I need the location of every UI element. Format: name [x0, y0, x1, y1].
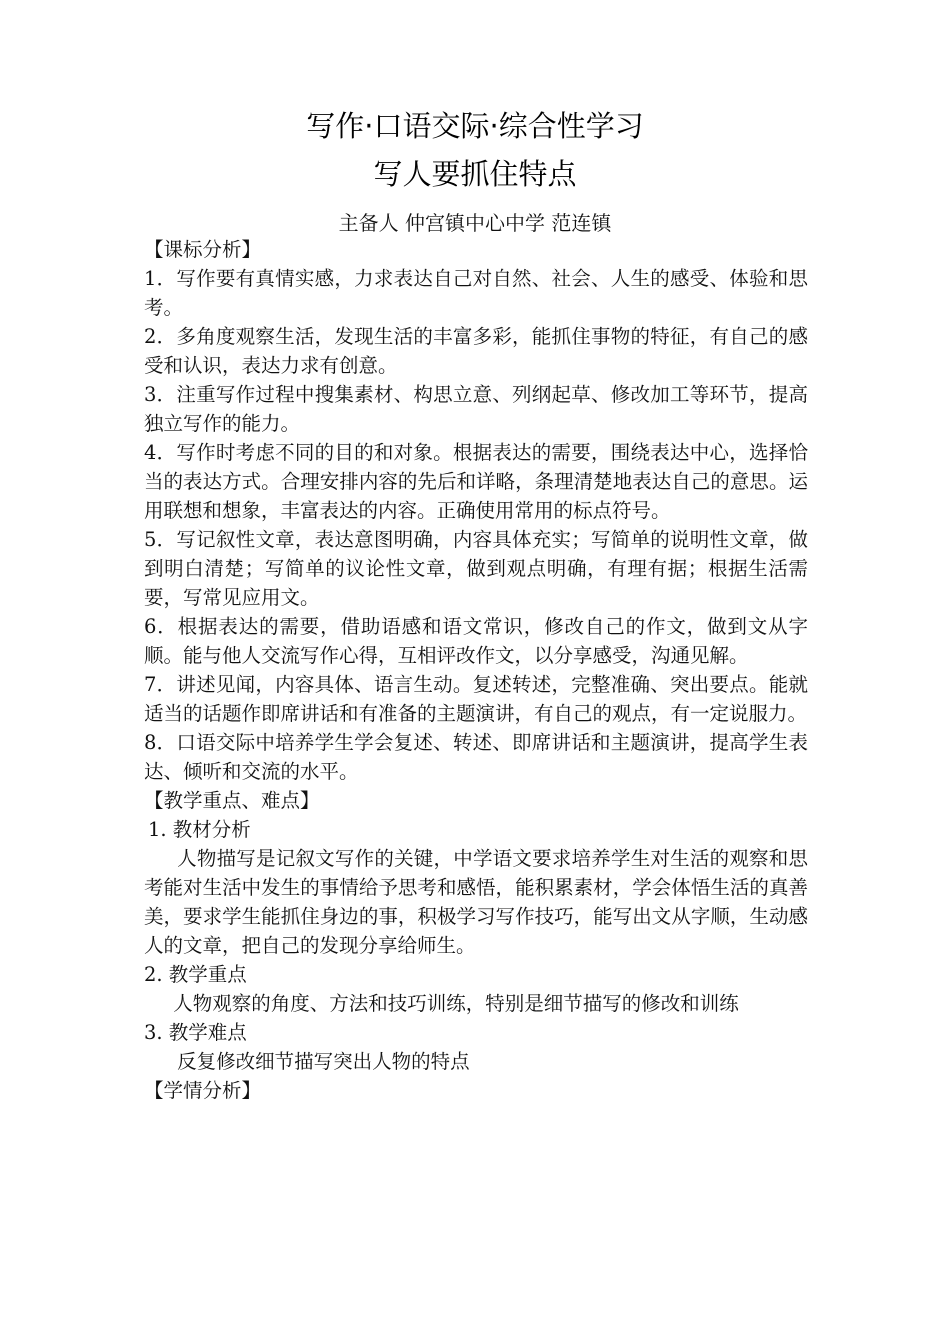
- curriculum-item: 3．注重写作过程中搜集素材、构思立意、列纲起草、修改加工等环节，提高独立写作的能力。: [144, 383, 808, 435]
- curriculum-item: 8．口语交际中培养学生学会复述、转述、即席讲话和主题演讲，提高学生表达、倾听和交流的水平。: [144, 731, 808, 783]
- curriculum-item: 6．根据表达的需要，借助语感和语文常识，修改自己的作文，做到文从字顺。能与他人交流写作心得，互相评改作文，以分享感受，沟通见解。: [144, 615, 808, 667]
- paragraph-teaching-difficulty: 反复修改细节描写突出人物的特点: [177, 1050, 470, 1073]
- subheading-material-analysis: 1. 教材分析: [148, 818, 251, 841]
- paragraph-teaching-focus: 人物观察的角度、方法和技巧训练，特别是细节描写的修改和训练: [173, 992, 739, 1015]
- curriculum-item: 5．写记叙性文章，表达意图明确，内容具体充实；写简单的说明性文章，做到明白清楚；写简单的议论性文章，做到观点明确，有理有据；根据生活需要，写常见应用文。: [144, 528, 808, 609]
- author-line: 主备人 仲宫镇中心中学 范连镇: [338, 211, 612, 235]
- subheading-teaching-focus: 2. 教学重点: [144, 963, 247, 986]
- section-heading-students: 【学情分析】: [144, 1079, 262, 1102]
- document-subtitle: 写人要抓住特点: [373, 157, 577, 191]
- curriculum-item: 1．写作要有真情实感，力求表达自己对自然、社会、人生的感受、体验和思考。: [144, 267, 808, 319]
- subheading-teaching-difficulty: 3. 教学难点: [144, 1021, 247, 1044]
- paragraph-material-analysis: 人物描写是记叙文写作的关键，中学语文要求培养学生对生活的观察和思考能对生活中发生的事情给予思考和感悟，能积累素材，学会体悟生活的真善美，要求学生能抓住身边的事，积极学习写作技巧，能写出文从字顺，生动感人的文章，把自己的发现分享给师生。: [144, 847, 808, 957]
- curriculum-item: 2．多角度观察生活，发现生活的丰富多彩，能抓住事物的特征，有自己的感受和认识，表达力求有创意。: [144, 325, 808, 377]
- document-title: 写作·口语交际·综合性学习: [306, 109, 644, 143]
- section-heading-keypoints: 【教学重点、难点】: [144, 789, 320, 812]
- section-heading-curriculum: 【课标分析】: [144, 238, 262, 261]
- curriculum-item: 4．写作时考虑不同的目的和对象。根据表达的需要，围绕表达中心，选择恰当的表达方式。合理安排内容的先后和详略，条理清楚地表达自己的意思。运用联想和想象，丰富表达的内容。正确使用常用的标点符号。: [144, 441, 808, 522]
- document-body: [144, 235, 808, 1105]
- curriculum-item: 7．讲述见闻，内容具体、语言生动。复述转述，完整准确、突出要点。能就适当的话题作即席讲话和有准备的主题演讲，有自己的观点，有一定说服力。: [144, 673, 808, 725]
